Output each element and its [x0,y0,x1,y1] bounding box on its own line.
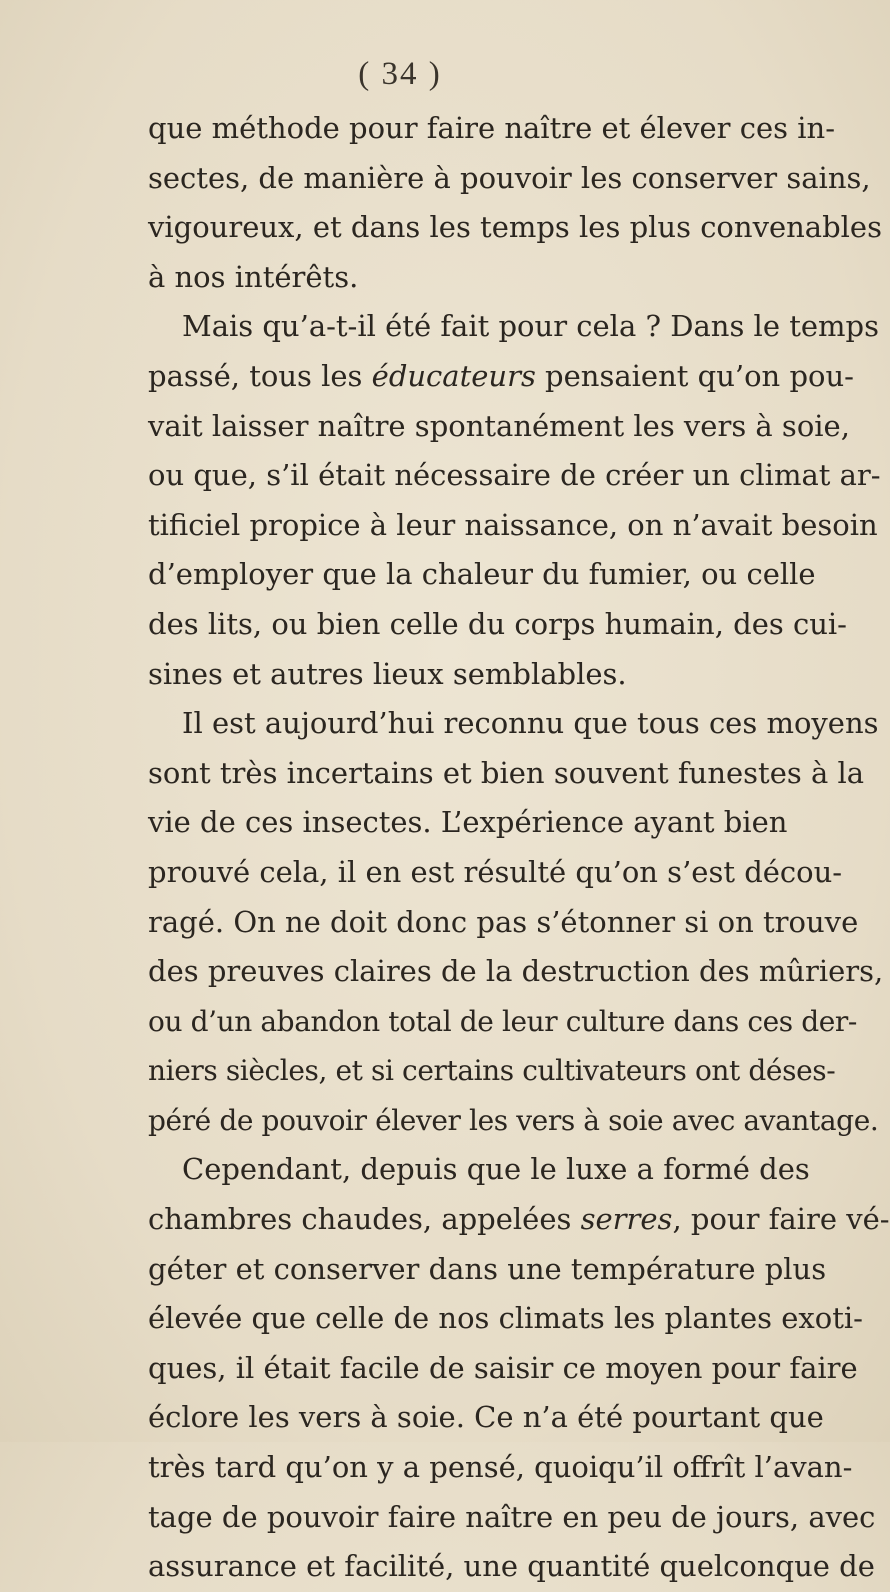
text-line: vait laisser naître spontanément les vers à soie, [148,408,850,443]
text-span: chambres chaudes, appelées [148,1202,581,1237]
text-line: que méthode pour faire naître et élever ces in- [148,111,835,145]
text-line [148,1195,890,1245]
text-span: pensaient qu’on pou- [535,358,854,393]
text-line: élevée que celle de nos climats les plantes exoti- [148,1301,863,1336]
text-line: à nos intérêts. [148,259,359,294]
text-line: d’employer que la chaleur du fumier, ou celle [148,557,816,592]
text-line: ques, il était facile de saisir ce moyen pour faire [148,1350,858,1385]
body-text [148,104,890,1592]
text-line: ou que, s’il était nécessaire de créer un climat ar- [148,458,881,493]
text-line: sines et autres lieux semblables. [148,656,627,691]
text-line: péré de pouvoir élever les vers à soie avec avantage. [148,1103,879,1137]
text-line: Cependant, depuis que le luxe a formé des [182,1152,810,1187]
text-line: ou d’un abandon total de leur culture dans ces der- [148,1004,857,1038]
text-line: sont très incertains et bien souvent funestes à la [148,755,865,790]
text-line: Il est aujourd’hui reconnu que tous ces moyens [182,706,879,741]
text-line: très tard qu’on y a pensé, quoiqu’il offrît l’avan- [148,1450,853,1485]
text-line: prouvé cela, il en est résulté qu’on s’est décou- [148,854,843,889]
text-line: Mais qu’a-t-il été fait pour cela ? Dans le temps [182,309,879,344]
text-line: géter et conserver dans une température plus [148,1251,827,1286]
page-number: ( 34 ) [358,56,442,92]
text-line: des preuves claires de la destruction des mûriers, [148,954,884,989]
text-line: des lits, ou bien celle du corps humain, des cui- [148,606,847,641]
italic-term: serres [580,1202,673,1237]
text-line: tificiel propice à leur naissance, on n’avait besoin [148,507,878,542]
text-line: sectes, de manière à pouvoir les conserver sains, [148,160,871,195]
text-line: vigoureux, et dans les temps les plus convenables [148,210,882,245]
text-line: assurance et facilité, une quantité quelconque de [148,1549,875,1584]
text-span: passé, tous les [148,358,372,393]
text-line: niers siècles, et si certains cultivateurs ont déses- [148,1054,836,1088]
text-line: vie de ces insectes. L’expérience ayant bien [148,805,788,840]
text-span: , pour faire vé- [672,1202,890,1237]
text-line: ragé. On ne doit donc pas s’étonner si on trouve [148,904,859,939]
text-line: tage de pouvoir faire naître en peu de jours, avec [148,1499,876,1534]
text-line [148,352,854,402]
italic-term: éducateurs [371,358,536,393]
text-line: éclore les vers à soie. Ce n’a été pourtant que [148,1400,824,1435]
